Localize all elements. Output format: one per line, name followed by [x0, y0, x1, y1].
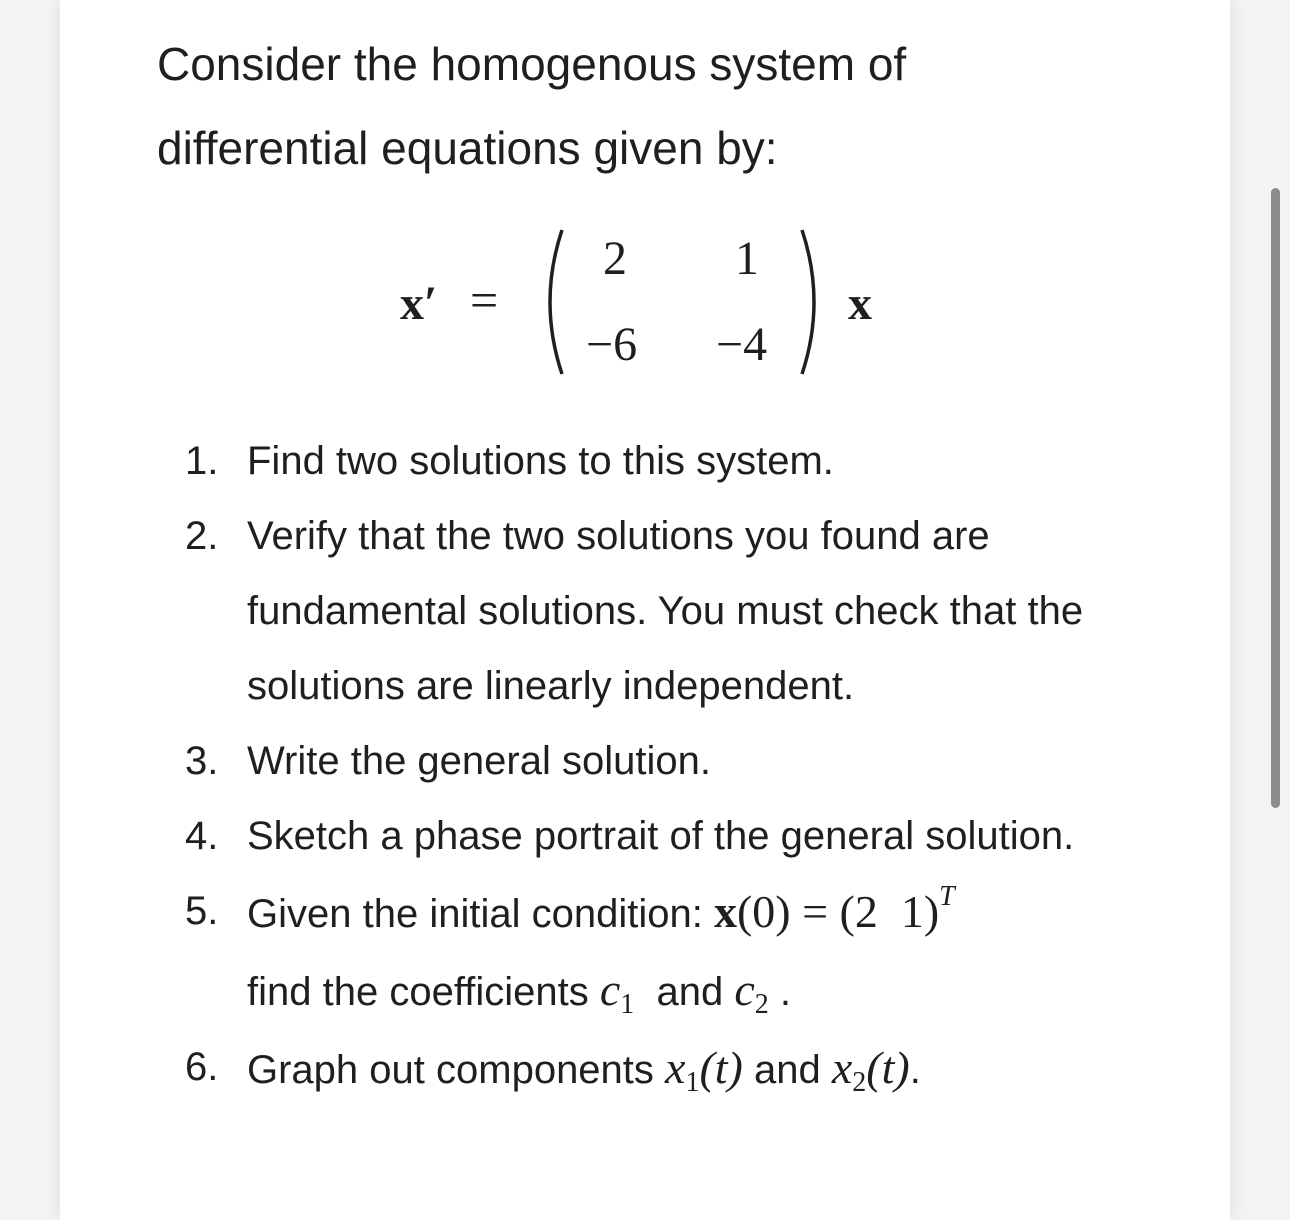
- list-item: [185, 724, 1145, 799]
- and-word: and: [634, 970, 735, 1014]
- component-x2: x: [831, 1042, 853, 1093]
- x1-subscript: 1: [685, 1067, 700, 1098]
- list-item: [185, 874, 1145, 1030]
- right-parenthesis: [792, 222, 832, 382]
- question-list: [185, 424, 1145, 1108]
- and-word: and: [742, 1048, 832, 1092]
- equation-rhs: x: [848, 277, 872, 330]
- matrix-a21: −6: [586, 318, 638, 371]
- list-item: [185, 799, 1145, 874]
- list-item: [185, 499, 1145, 724]
- equation-lhs: x′: [400, 277, 438, 330]
- coefficient-c1: c: [599, 964, 621, 1015]
- vertical-scrollbar[interactable]: [1271, 188, 1280, 808]
- item-number: 2.: [185, 514, 219, 558]
- intro-line-1: Consider the homogenous system of: [157, 38, 907, 90]
- equation-equals: =: [470, 272, 499, 328]
- matrix-a12: 1: [735, 232, 759, 285]
- item-number: 6.: [185, 1045, 219, 1089]
- matrix-a22: −4: [716, 318, 768, 371]
- matrix-equation: [400, 222, 900, 382]
- left-paren-shape: [532, 222, 572, 382]
- c1-subscript: 1: [620, 989, 635, 1020]
- item-text: Verify that the two solutions you found are fundamental solutions. You must check that the solutions are linearly independent.: [247, 514, 1084, 708]
- initial-vector: (2 1): [839, 886, 940, 937]
- item-number: 5.: [185, 889, 219, 933]
- item-end: .: [909, 1048, 921, 1092]
- right-paren-shape: [792, 222, 832, 382]
- item-number: 3.: [185, 739, 219, 783]
- item-end: .: [768, 970, 791, 1014]
- intro-paragraph: [157, 22, 1157, 190]
- item-text: Sketch a phase portrait of the general solution.: [247, 814, 1075, 858]
- item-text-after: find the coefficients: [247, 970, 600, 1014]
- vector-x-symbol: x: [713, 886, 737, 937]
- left-parenthesis: [532, 222, 572, 382]
- item-text: Find two solutions to this system.: [247, 439, 834, 483]
- x2-subscript: 2: [852, 1067, 867, 1098]
- item-text-before: Graph out components: [247, 1048, 666, 1092]
- list-item: [185, 1030, 1145, 1108]
- intro-line-2: differential equations given by:: [157, 122, 778, 174]
- x1-time-arg: (t): [699, 1042, 743, 1093]
- item-text: Write the general solution.: [247, 739, 711, 783]
- component-x1: x: [665, 1042, 686, 1093]
- coefficient-c2: c: [734, 964, 755, 1015]
- list-item: [185, 424, 1145, 499]
- x2-time-arg: (t): [866, 1042, 910, 1093]
- item-number: 1.: [185, 439, 219, 483]
- item-number: 4.: [185, 814, 219, 858]
- initial-time-arg: (0): [736, 886, 791, 937]
- item-text-before: Given the initial condition:: [247, 892, 714, 936]
- initial-equals: =: [790, 886, 840, 937]
- c2-subscript: 2: [754, 989, 769, 1020]
- transpose-symbol: T: [939, 881, 955, 912]
- matrix-a11: 2: [603, 232, 627, 285]
